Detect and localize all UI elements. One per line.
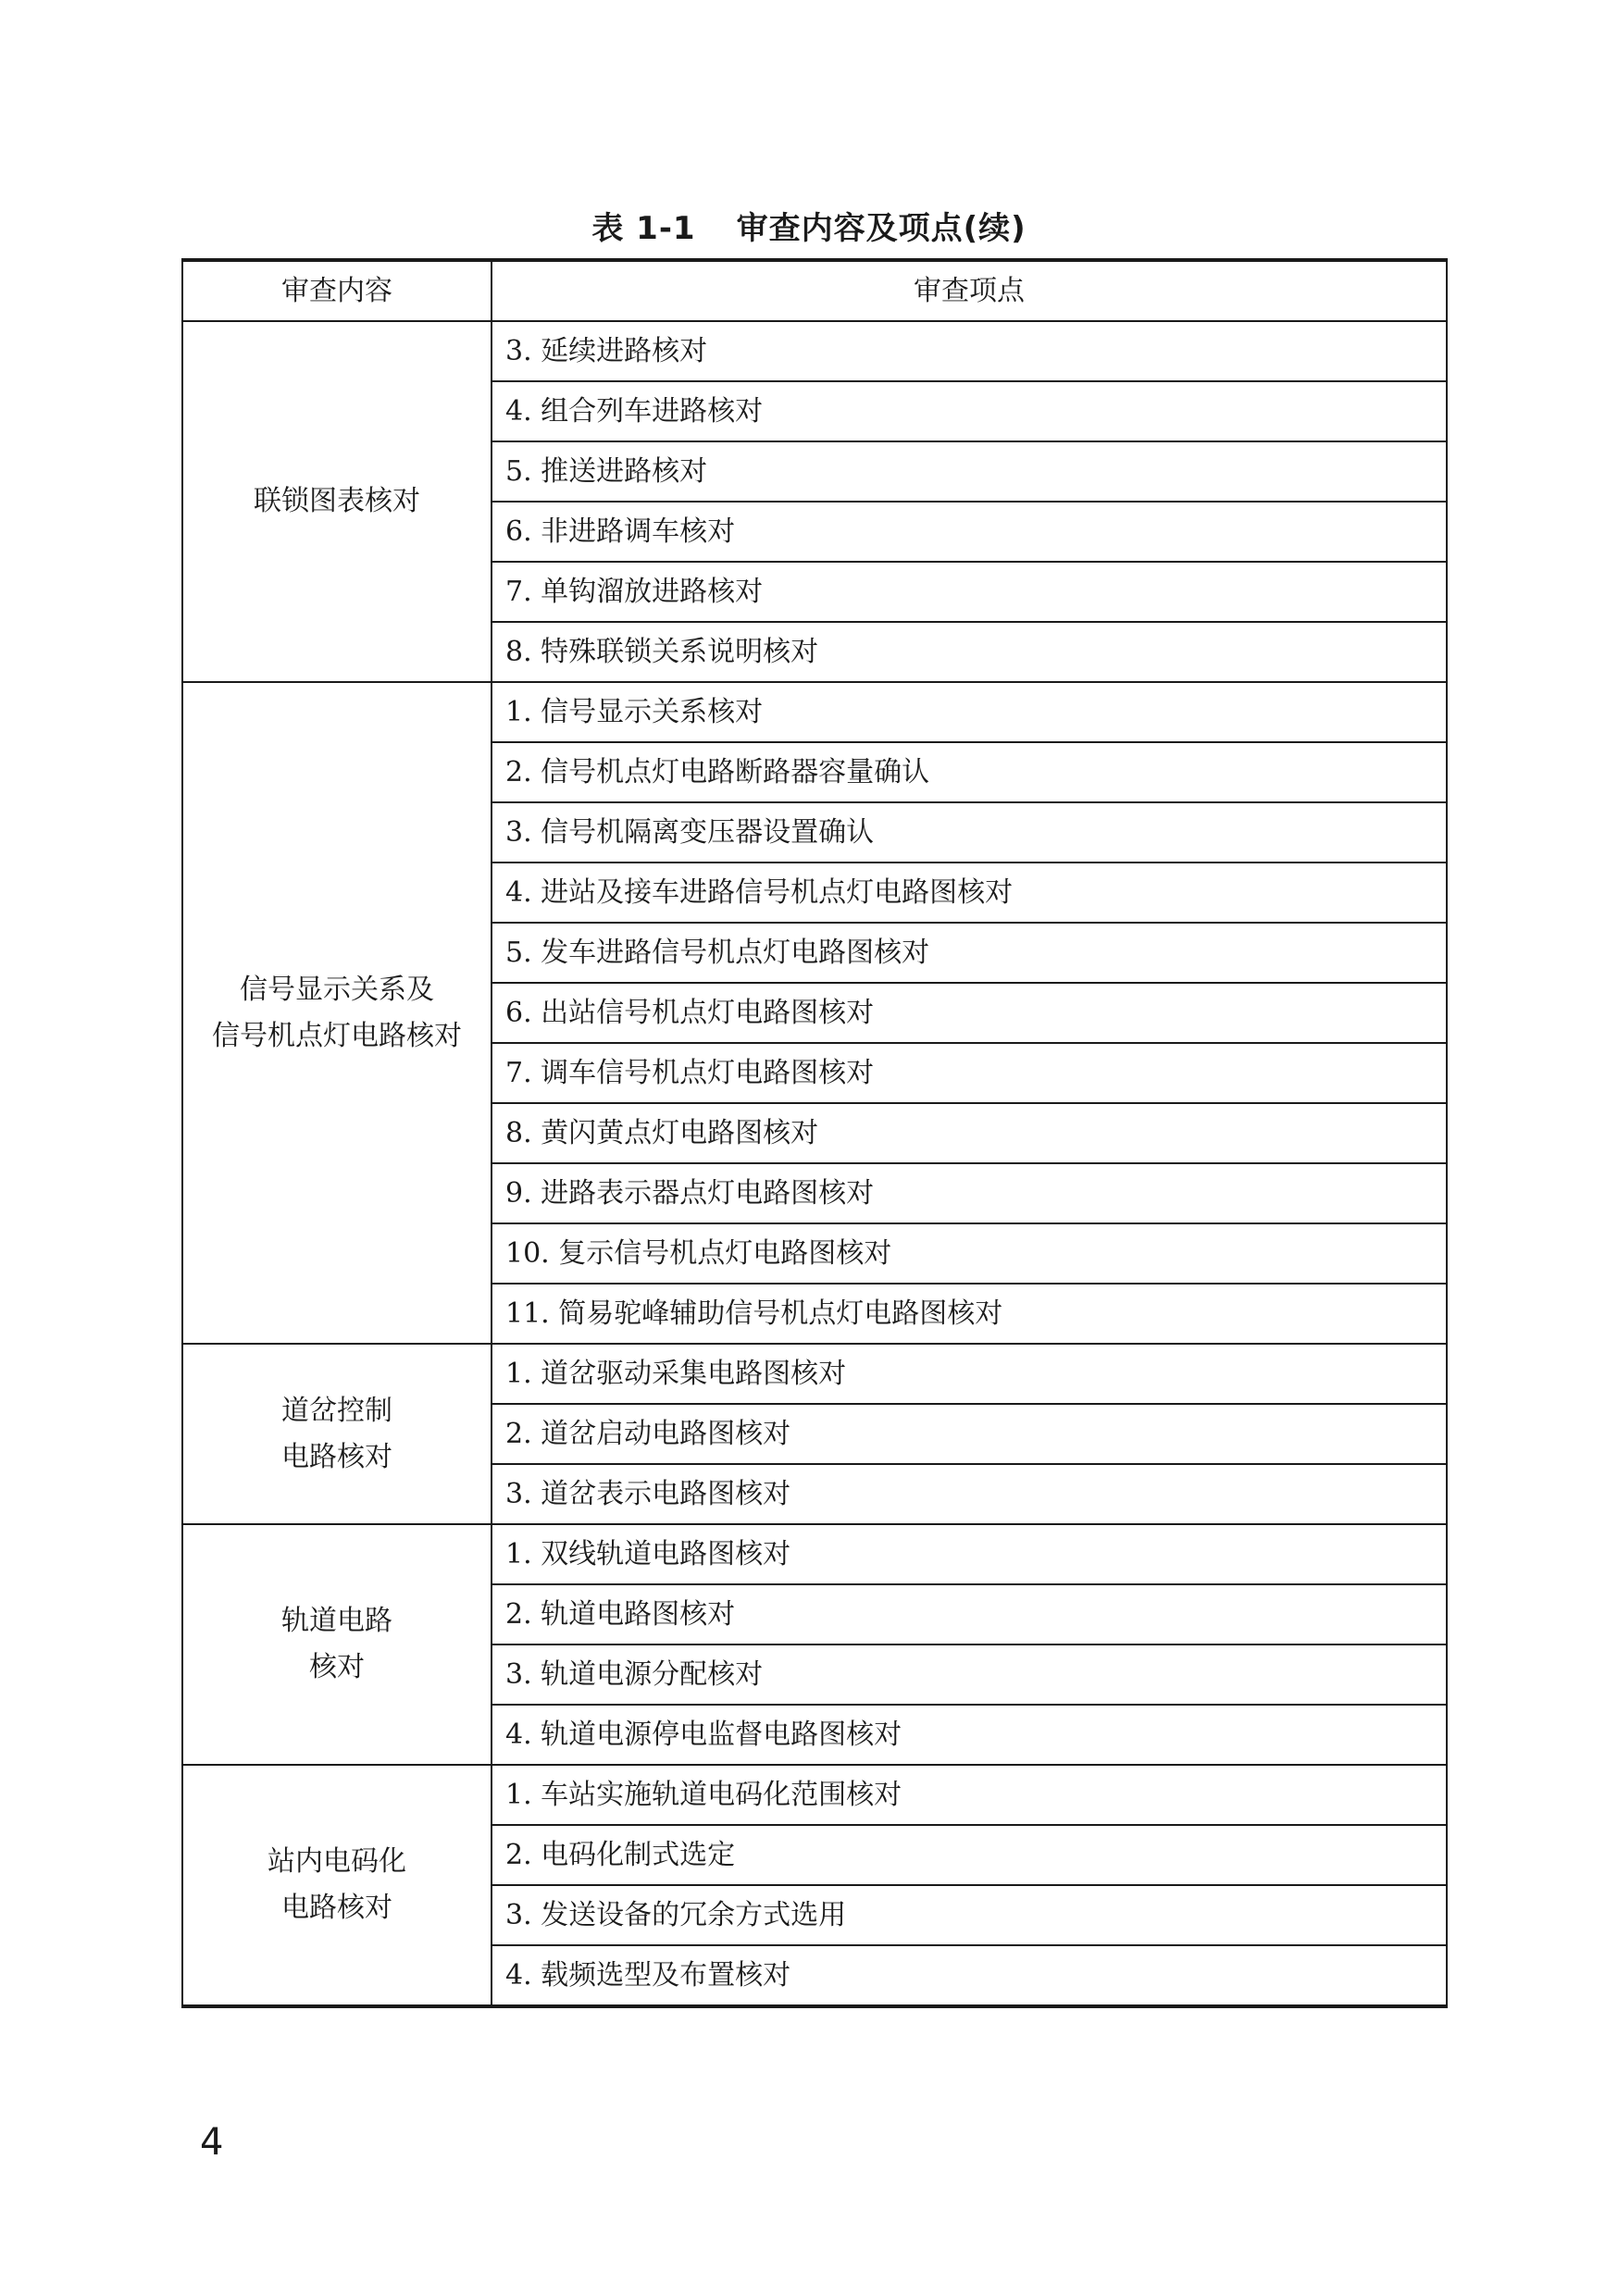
page-number: 4 xyxy=(200,2121,224,2164)
category-label: 联锁图表核对 xyxy=(254,485,420,517)
review-table xyxy=(181,258,1448,2008)
review-item: 7. 调车信号机点灯电路图核对 xyxy=(492,1043,1447,1103)
review-item: 1. 道岔驱动采集电路图核对 xyxy=(492,1344,1447,1404)
review-item: 11. 简易驼峰辅助信号机点灯电路图核对 xyxy=(492,1284,1447,1344)
review-item: 10. 复示信号机点灯电路图核对 xyxy=(492,1223,1447,1284)
review-item: 1. 车站实施轨道电码化范围核对 xyxy=(492,1765,1447,1825)
review-item: 5. 推送进路核对 xyxy=(492,441,1447,502)
review-item: 7. 单钩溜放进路核对 xyxy=(492,562,1447,622)
table-row xyxy=(182,1344,1447,1404)
category-label: 信号显示关系及 xyxy=(240,973,434,1006)
table-row xyxy=(182,682,1447,742)
header-content: 审查内容 xyxy=(182,260,492,321)
review-item: 2. 电码化制式选定 xyxy=(492,1825,1447,1885)
review-item: 2. 道岔启动电路图核对 xyxy=(492,1404,1447,1464)
review-item: 4. 组合列车进路核对 xyxy=(492,381,1447,441)
category-cell xyxy=(182,321,492,682)
category-label: 站内电码化 xyxy=(268,1845,406,1878)
category-label: 电路核对 xyxy=(281,1892,392,1924)
review-item: 3. 发送设备的冗余方式选用 xyxy=(492,1885,1447,1945)
header-points: 审查项点 xyxy=(492,260,1447,321)
review-item: 3. 道岔表示电路图核对 xyxy=(492,1464,1447,1524)
review-item: 1. 信号显示关系核对 xyxy=(492,682,1447,742)
table-row xyxy=(182,1524,1447,1584)
table-body xyxy=(182,321,1447,2006)
review-item: 6. 非进路调车核对 xyxy=(492,502,1447,562)
review-item: 9. 进路表示器点灯电路图核对 xyxy=(492,1163,1447,1223)
category-cell xyxy=(182,1344,492,1524)
category-label: 信号机点灯电路核对 xyxy=(212,1019,462,1052)
category-cell xyxy=(182,1765,492,2006)
table-number: 表 1-1 xyxy=(591,210,696,247)
header-row xyxy=(182,260,1447,321)
table-title: 审查内容及项点(续) xyxy=(736,210,1027,247)
review-item: 2. 信号机点灯电路断路器容量确认 xyxy=(492,742,1447,802)
review-item: 3. 信号机隔离变压器设置确认 xyxy=(492,802,1447,863)
review-item: 4. 轨道电源停电监督电路图核对 xyxy=(492,1705,1447,1765)
review-item: 8. 黄闪黄点灯电路图核对 xyxy=(492,1103,1447,1163)
table-row xyxy=(182,321,1447,381)
table-caption xyxy=(0,205,1618,252)
category-label: 核对 xyxy=(309,1651,365,1683)
review-item: 4. 进站及接车进路信号机点灯电路图核对 xyxy=(492,863,1447,923)
table-row xyxy=(182,1765,1447,1825)
review-item: 4. 载频选型及布置核对 xyxy=(492,1945,1447,2006)
review-item: 3. 延续进路核对 xyxy=(492,321,1447,381)
category-label: 轨道电路 xyxy=(281,1605,392,1637)
review-item: 3. 轨道电源分配核对 xyxy=(492,1644,1447,1705)
review-item: 8. 特殊联锁关系说明核对 xyxy=(492,622,1447,682)
category-cell xyxy=(182,682,492,1344)
review-item: 1. 双线轨道电路图核对 xyxy=(492,1524,1447,1584)
review-item: 6. 出站信号机点灯电路图核对 xyxy=(492,983,1447,1043)
review-item: 2. 轨道电路图核对 xyxy=(492,1584,1447,1644)
category-label: 道岔控制 xyxy=(281,1394,392,1427)
review-item: 5. 发车进路信号机点灯电路图核对 xyxy=(492,923,1447,983)
category-label: 电路核对 xyxy=(281,1440,392,1473)
category-cell xyxy=(182,1524,492,1765)
